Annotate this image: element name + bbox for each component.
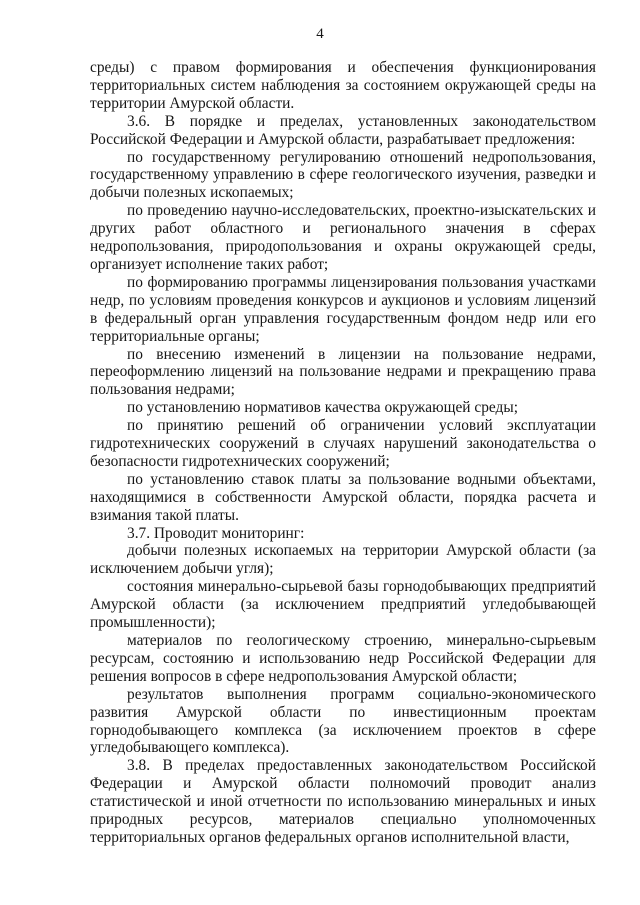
paragraph: состояния минерально-сырьевой базы горнодобывающих предприятий Амурской области (за исключением предприятий угледобывающей промышленности); xyxy=(90,578,596,632)
paragraph: добычи полезных ископаемых на территории Амурской области (за исключением добычи угля); xyxy=(90,542,596,578)
page-number: 4 xyxy=(316,26,324,42)
paragraph: 3.7. Проводит мониторинг: xyxy=(127,524,305,542)
paragraph: по формированию программы лицензирования пользования участками недр, по условиям проведения конкурсов и аукционов и условиям лицензий в федеральный орган управления государственным фондом недр или его территориальные органы; xyxy=(90,273,596,345)
paragraph: материалов по геологическому строению, минерально-сырьевым ресурсам, состоянию и использованию недр Российской Федерации для решения вопросов в сфере недропользования Амурской области; xyxy=(90,632,596,685)
paragraph: результатов выполнения программ социально-экономического развития Амурской области по инвестиционным проектам горнодобывающего комплекса (за исключением проектов в сфере угледобывающего комплекса). xyxy=(90,685,596,757)
paragraph: по принятию решений об ограничении условий эксплуатации гидротехнических сооружений в случаях нарушений законодательства о безопасности гидротехнических сооружений; xyxy=(90,417,596,470)
paragraph: по внесению изменений в лицензии на пользование недрами, переоформлению лицензий на пользование недрами и прекращению права пользования недрами; xyxy=(90,345,596,399)
paragraph: среды) с правом формирования и обеспечения функционирования территориальных систем наблюдения за состоянием окружающей среды на территории Амурской области. xyxy=(90,59,596,112)
paragraph: 3.8. В пределах предоставленных законодательством Российской Федерации и Амурской области полномочий проводит анализ статистической и иной отчетности по использованию минеральных и иных природных ресурсов, материалов специально уполномоченных территориальных органов федеральных органов исполнительной власти, xyxy=(90,757,596,846)
paragraph: по проведению научно-исследовательских, проектно-изыскательских и других работ областного и регионального значения в сферах недропользования, природопользования и охраны окружающей среды, организует исполнение таких работ; xyxy=(90,202,596,273)
paragraph: по установлению нормативов качества окружающей среды; xyxy=(127,399,518,417)
document-body xyxy=(90,59,596,847)
paragraph: по государственному регулированию отношений недропользования, государственному управлению в сфере геологического изучения, разведки и добычи полезных ископаемых; xyxy=(90,148,596,202)
paragraph: по установлению ставок платы за пользование водными объектами, находящимися в собственности Амурской области, порядка расчета и взимания такой платы. xyxy=(90,470,596,524)
paragraph: 3.6. В порядке и пределах, установленных законодательством Российской Федерации и Амурской области, разрабатывает предложения: xyxy=(90,112,596,148)
